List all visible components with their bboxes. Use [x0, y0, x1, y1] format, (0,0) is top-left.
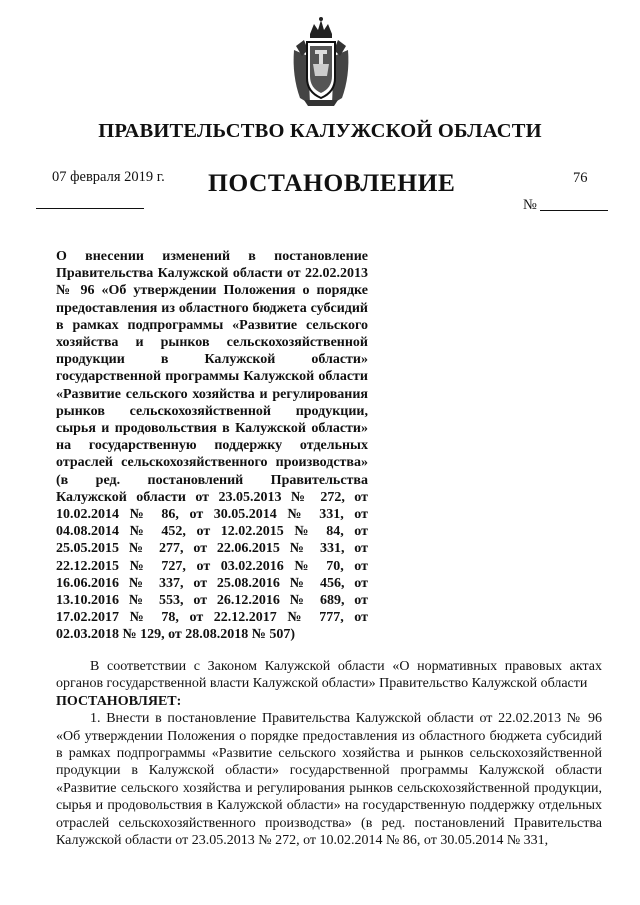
number-label: № [523, 197, 537, 213]
document-subject: О внесении изменений в постановление Правительства Калужской области от 22.02.2013 № 96 «Об утверждении Положения о порядке предоставления из областного бюджета субсидий в рамках подпрограммы «Развитие сельского хозяйства и рынков сельскохозяйственной продукции в Калужской области» государственной программы Калужской области «Развитие сельского хозяйства и регулирования рынков сельскохозяйственной продукции, сырья и продовольствия в Калужской области» на государственную поддержку отдельных отраслей сельскохозяйственного производства» (в ред. постановлений Правительства Калужской области от 23.05.2013 № 272, от 10.02.2014 № 86, от 30.05.2014 № 331, от 04.08.2014 № 452, от 12.02.2015 № 84, от 25.05.2015 № 277, от 22.06.2015 № 331, от 22.12.2015 № 727, от 03.02.2016 № 70, от 16.06.2016 № 337, от 25.08.2016 № 456, от 13.10.2016 № 553, от 26.12.2016 № 689, от 17.02.2017 № 78, от 22.12.2017 № 777, от 02.03.2018 № 129, от 28.08.2018 № 507) [56, 249, 368, 643]
number-underline [540, 210, 608, 211]
ordered-heading: ПОСТАНОВЛЯЕТ: [56, 693, 182, 709]
document-body [56, 658, 602, 849]
document-number: 76 [573, 170, 588, 186]
preamble-paragraph: В соответствии с Законом Калужской области «О нормативных правовых актах органов государственной власти Калужской области» Правительство Калужской области [56, 659, 602, 692]
coat-of-arms-emblem [288, 16, 354, 108]
document-date: 07 февраля 2019 г. [52, 169, 165, 185]
document-type-title: ПОСТАНОВЛЕНИЕ [208, 168, 456, 197]
item-1-paragraph: 1. Внести в постановление Правительства Калужской области от 22.02.2013 № 96 «Об утверждении Положения о порядке предоставления из областного бюджета субсидий в рамках подпрограммы «Развитие сельского хозяйства и рынков сельскохозяйственной продукции в Калужской области» государственной программы Калужской области «Развитие сельского хозяйства и регулирования рынков сельскохозяйственной продукции, сырья и продовольствия в Калужской области» на государственную поддержку отдельных отраслей сельскохозяйственного производства» (в ред. постановлений Правительства Калужской области от 23.05.2013 № 272, от 10.02.2014 № 86, от 30.05.2014 № 331, [56, 711, 602, 849]
government-name: ПРАВИТЕЛЬСТВО КАЛУЖСКОЙ ОБЛАСТИ [98, 120, 542, 142]
date-underline [36, 208, 144, 209]
